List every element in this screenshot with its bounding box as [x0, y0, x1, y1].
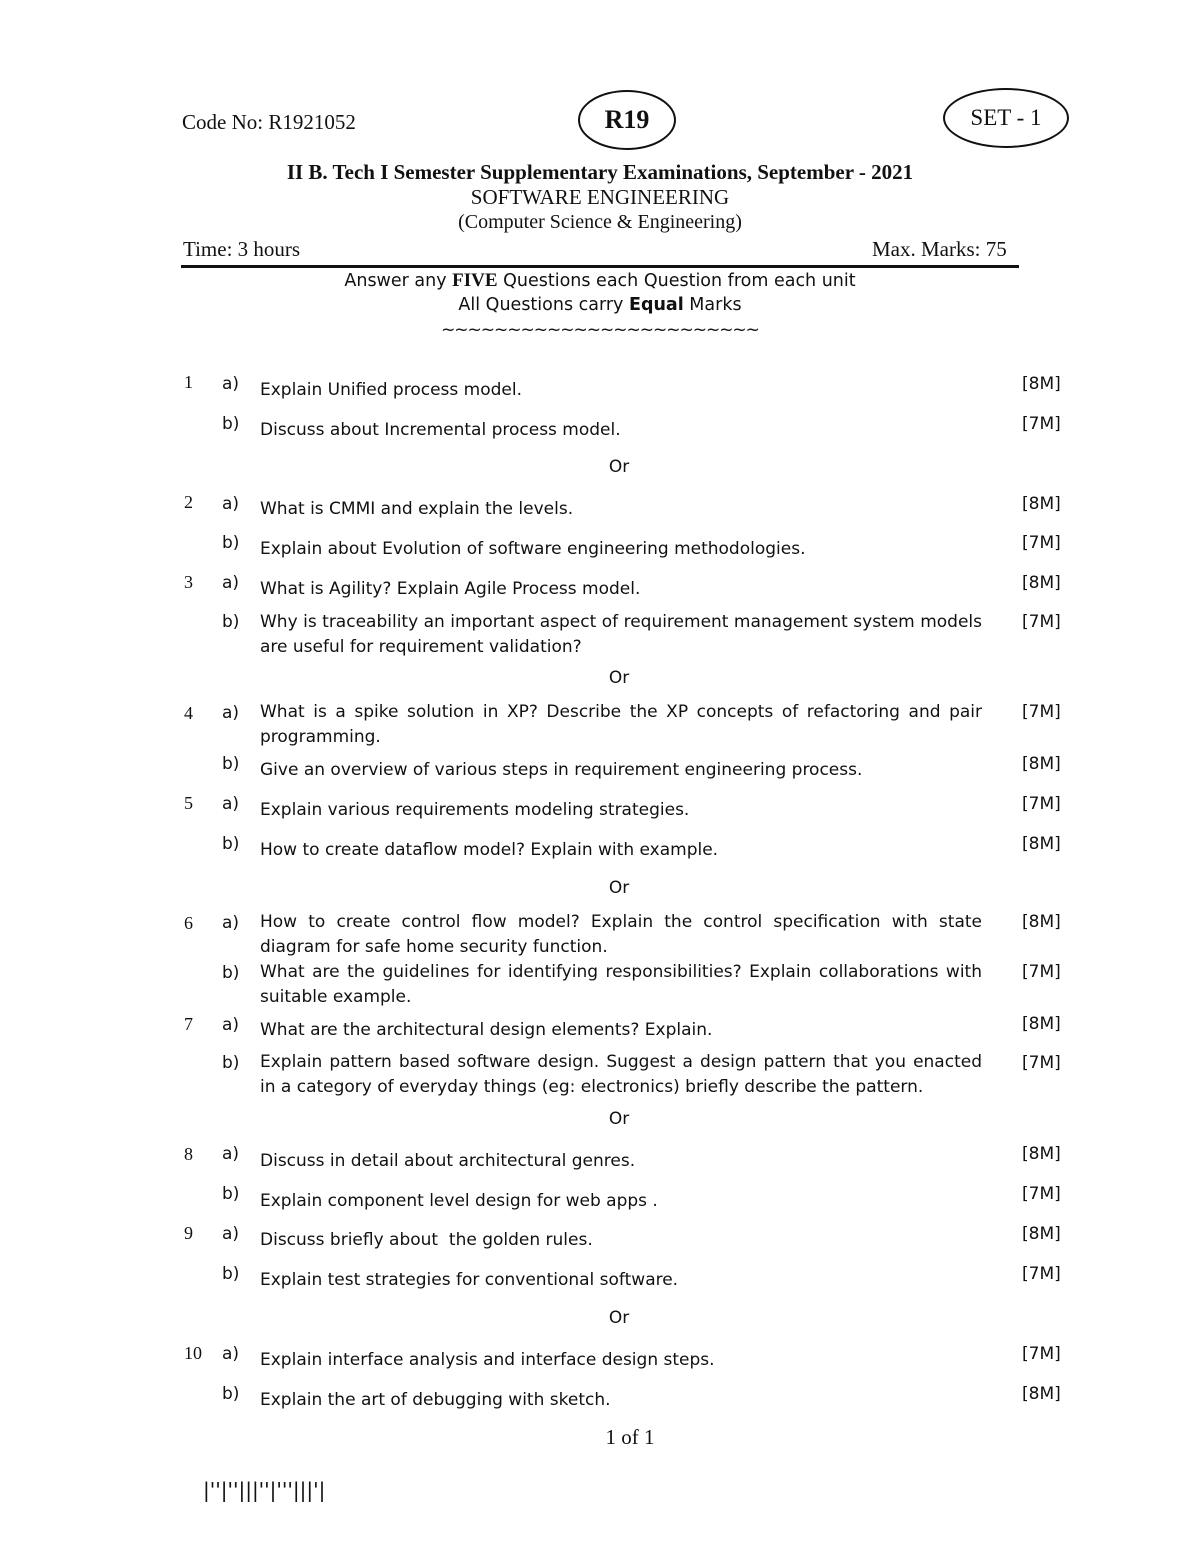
question-number: 5	[184, 793, 193, 813]
or-separator: Or	[608, 878, 630, 898]
question-text: How to create control flow model? Explain the control specification with state diagram for safe home security function.	[260, 912, 982, 957]
question-text: What is CMMI and explain the levels.	[260, 499, 574, 519]
question-number: 3	[184, 572, 193, 592]
question-text: Explain various requirements modeling strategies.	[260, 800, 690, 820]
question-text: Give an overview of various steps in requirement engineering process.	[260, 760, 863, 780]
question-text: Explain Unified process model.	[260, 380, 523, 400]
question-text: Explain test strategies for conventional software.	[260, 1270, 679, 1290]
part-letter: a)	[222, 913, 240, 933]
part-letter: b)	[222, 1053, 240, 1073]
question-marks: [8M]	[1022, 912, 1061, 932]
question-text: Discuss in detail about architectural genres.	[260, 1151, 636, 1171]
part-letter: b)	[222, 612, 240, 632]
question-text: What are the guidelines for identifying responsibilities? Explain collaborations with suitable example.	[260, 962, 982, 1007]
part-letter: a)	[222, 1224, 240, 1244]
question-number: 4	[184, 703, 193, 723]
question-text: Why is traceability an important aspect of requirement management system models are useful for requirement validation?	[260, 612, 982, 657]
exam-title: II B. Tech I Semester Supplementary Examinations, September - 2021	[286, 160, 914, 184]
question-marks: [7M]	[1022, 533, 1061, 553]
part-letter: b)	[222, 1184, 240, 1204]
part-letter: b)	[222, 834, 240, 854]
question-marks: [8M]	[1022, 1144, 1061, 1164]
instruction-separator: ~~~~~~~~~~~~~~~~~~~~~~~~	[441, 320, 759, 340]
question-marks: [7M]	[1022, 414, 1061, 434]
question-marks: [8M]	[1022, 754, 1061, 774]
part-letter: a)	[222, 494, 240, 514]
part-letter: b)	[222, 1384, 240, 1404]
part-letter: a)	[222, 1344, 240, 1364]
question-marks: [8M]	[1022, 573, 1061, 593]
question-text: How to create dataflow model? Explain with example.	[260, 840, 719, 860]
instruction-line-2	[0, 295, 1200, 315]
part-letter: a)	[222, 374, 240, 394]
question-marks: [7M]	[1022, 794, 1061, 814]
part-letter: b)	[222, 754, 240, 774]
barcode: |''|''|||''|'''|||'|	[203, 1478, 326, 1502]
instruction-1-pre: Answer any	[344, 271, 453, 291]
code-number: Code No: R1921052	[182, 110, 356, 134]
instruction-1-post: Questions each Question from each unit	[497, 271, 856, 291]
part-letter: b)	[222, 1264, 240, 1284]
question-marks: [7M]	[1022, 1344, 1061, 1364]
instruction-1-bold: FIVE	[452, 270, 498, 291]
question-text: What are the architectural design elements? Explain.	[260, 1020, 713, 1040]
part-letter: a)	[222, 703, 240, 723]
instruction-2-post: Marks	[683, 295, 742, 315]
question-marks: [8M]	[1022, 494, 1061, 514]
question-text: Discuss briefly about the golden rules.	[260, 1230, 593, 1250]
or-separator: Or	[608, 457, 630, 477]
question-text: Discuss about Incremental process model.	[260, 420, 621, 440]
part-letter: a)	[222, 573, 240, 593]
or-separator: Or	[608, 668, 630, 688]
header-rule	[181, 265, 1019, 268]
question-number: 7	[184, 1014, 193, 1034]
branch-title: (Computer Science & Engineering)	[458, 211, 742, 233]
question-marks: [8M]	[1022, 834, 1061, 854]
question-number: 10	[184, 1343, 202, 1363]
part-letter: b)	[222, 414, 240, 434]
question-number: 1	[184, 372, 193, 392]
question-number: 8	[184, 1144, 193, 1164]
question-marks: [8M]	[1022, 1384, 1061, 1404]
question-number: 6	[184, 913, 193, 933]
regulation-badge: R19	[578, 90, 676, 150]
question-text: Explain about Evolution of software engineering methodologies.	[260, 539, 806, 559]
part-letter: b)	[222, 963, 240, 983]
question-text: What is a spike solution in XP? Describe the XP concepts of refactoring and pair programming.	[260, 702, 982, 747]
exam-duration: Time: 3 hours	[183, 237, 301, 261]
set-badge: SET - 1	[943, 88, 1069, 148]
part-letter: a)	[222, 1144, 240, 1164]
part-letter: a)	[222, 794, 240, 814]
question-text: Explain component level design for web apps .	[260, 1191, 658, 1211]
instruction-2-pre: All Questions carry	[458, 295, 629, 315]
question-marks: [7M]	[1022, 1184, 1061, 1204]
or-separator: Or	[608, 1308, 630, 1328]
question-marks: [7M]	[1022, 612, 1061, 632]
or-separator: Or	[608, 1109, 630, 1129]
max-marks: Max. Marks: 75	[872, 237, 1007, 261]
part-letter: b)	[222, 533, 240, 553]
part-letter: a)	[222, 1015, 240, 1035]
question-marks: [7M]	[1022, 1053, 1061, 1073]
question-marks: [7M]	[1022, 702, 1061, 722]
question-number: 9	[184, 1223, 193, 1243]
question-marks: [8M]	[1022, 1224, 1061, 1244]
question-text: Explain the art of debugging with sketch.	[260, 1390, 611, 1410]
instruction-line-1	[0, 270, 1200, 292]
instruction-2-bold: Equal	[628, 295, 684, 315]
subject-title: SOFTWARE ENGINEERING	[470, 185, 730, 209]
page-number: 1 of 1	[605, 1425, 655, 1449]
question-text: Explain interface analysis and interface design steps.	[260, 1350, 715, 1370]
question-marks: [8M]	[1022, 374, 1061, 394]
question-marks: [7M]	[1022, 1264, 1061, 1284]
question-text: Explain pattern based software design. Suggest a design pattern that you enacted in a category of everyday things (eg: electronics) briefly describe the pattern.	[260, 1052, 982, 1097]
question-text: What is Agility? Explain Agile Process model.	[260, 579, 641, 599]
question-marks: [7M]	[1022, 962, 1061, 982]
question-marks: [8M]	[1022, 1014, 1061, 1034]
question-number: 2	[184, 492, 193, 512]
